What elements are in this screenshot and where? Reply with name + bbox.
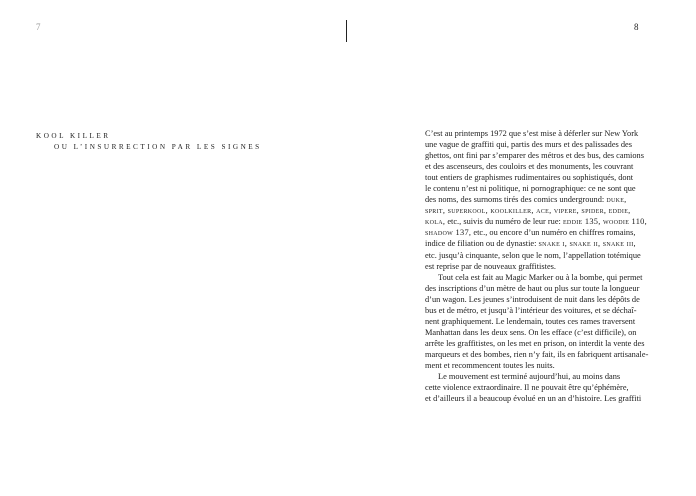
body-line: kola, etc., suivis du numéro de leur rue: eddie 135, woodie 110, [425,217,648,227]
body-line: le contenu n’est ni politique, ni pornographique: ce ne sont que [425,184,636,194]
body-line: une vague de graffiti qui, partis des murs et des palissades des [425,140,632,150]
body-text [425,128,667,404]
chapter-heading [36,131,262,153]
body-line: marqueurs et des bombes, rien n’y fait, ils en fabriquent artisanale- [425,349,649,359]
body-line: Le mouvement est terminé aujourd’hui, au moins dans [438,372,621,382]
body-line: sprit, superkool, koolkiller, ace, vipere, spider, eddie, [425,206,631,216]
body-line: des noms, des surnoms tirés des comics underground: duke, [425,195,627,205]
body-line: Manhattan dans les deux sens. On les efface (c’est difficile), on [425,327,637,337]
gutter-rule [346,20,347,42]
body-line: tout entiers de graphismes rudimentaires ou sophistiqués, dont [425,173,634,183]
body-line: Tout cela est fait au Magic Marker ou à la bombe, qui permet [438,272,643,282]
right-page-number: 8 [634,22,639,32]
body-line: et d’ailleurs il a beaucoup évolué en un an d’histoire. Les graffiti [425,394,642,404]
body-line: ghettos, ont fini par s’emparer des métros et des bus, des camions [425,151,644,161]
body-line: est reprise par de nouveaux graffitistes. [425,261,556,271]
body-line: bus et de métro, et jusqu’à l’intérieur des voitures, et se déchaî- [425,305,637,315]
chapter-title: KOOL KILLER [36,132,111,140]
chapter-subtitle: OU L’INSURRECTION PAR LES SIGNES [54,143,262,151]
body-line: nent graphiquement. Le lendemain, toutes ces rames traversent [425,316,636,326]
body-line: des inscriptions d’un mètre de haut ou plus sur toute la longueur [425,283,640,293]
body-line: ment et recommencent toutes les nuits. [425,360,555,370]
body-line: d’un wagon. Les jeunes s’introduisent de nuit dans les dépôts de [425,294,640,304]
body-line: et des ascenseurs, des couloirs et des monuments, les couvrant [425,162,634,172]
body-line: cette violence extraordinaire. Il ne pouvait être qu’éphémère, [425,383,629,393]
left-page-number: 7 [36,22,41,32]
body-line: arrête les graffitistes, on les met en prison, on interdit la vente des [425,338,645,348]
body-line: etc. jusqu’à cinquante, selon que le nom, l’appellation totémique [425,250,641,260]
body-line: shadow 137, etc., ou encore d’un numéro en chiffres romains, [425,228,636,238]
body-line: C’est au printemps 1972 que s’est mise à déferler sur New York [425,129,639,138]
body-line: indice de filiation ou de dynastie: snake i, snake ii, snake iii, [425,239,636,249]
